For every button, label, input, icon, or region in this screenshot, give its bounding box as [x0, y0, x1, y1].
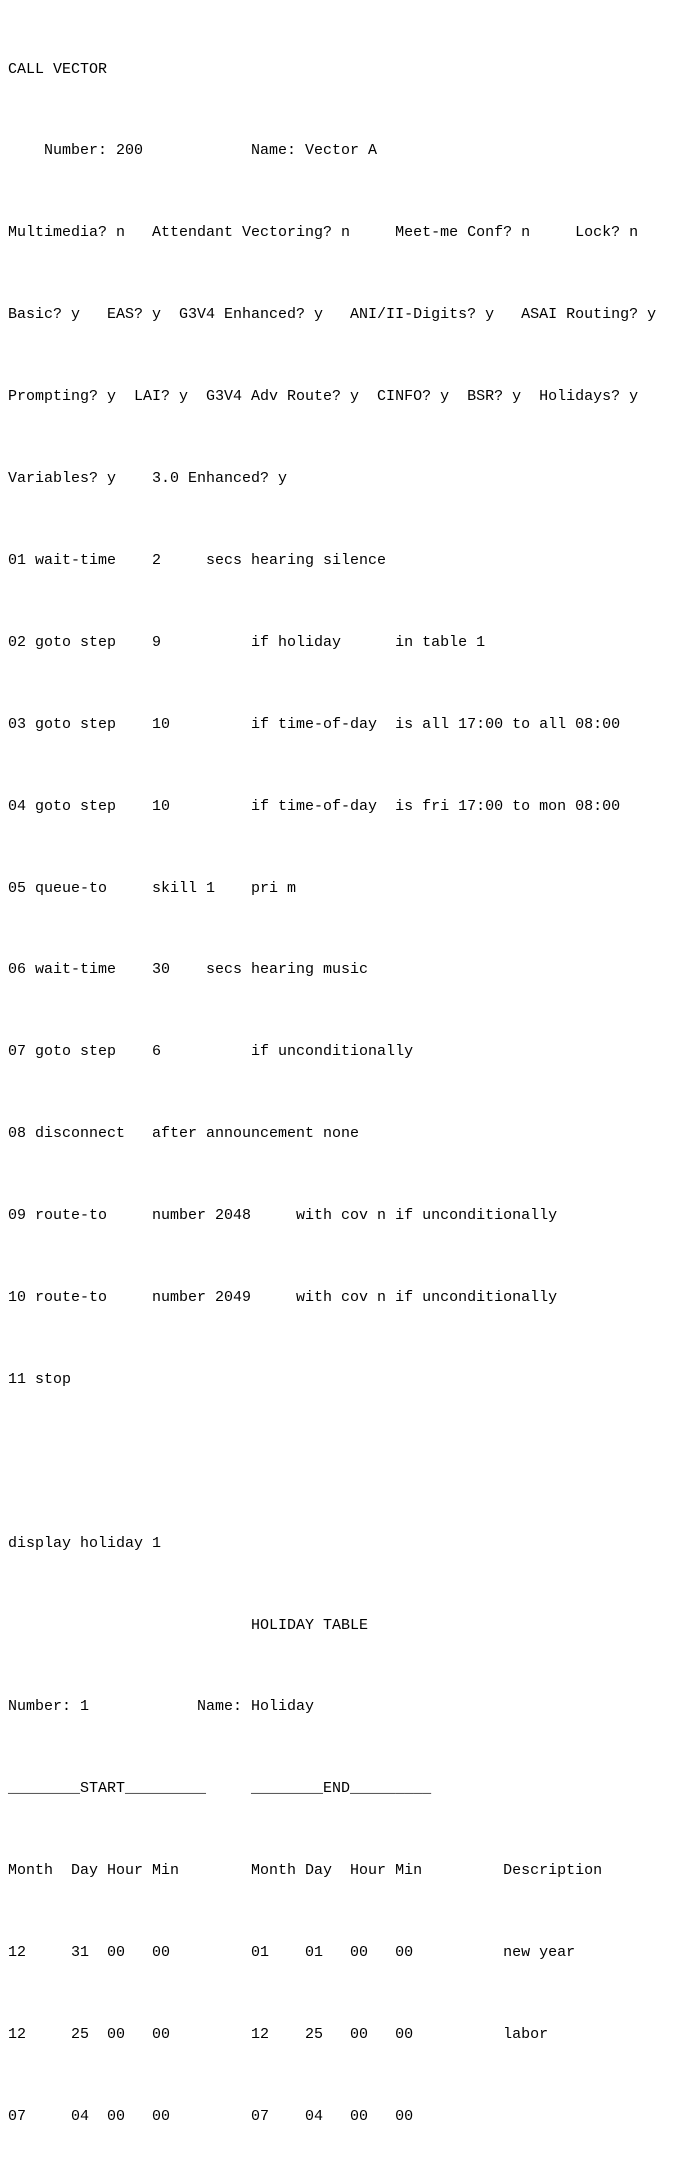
vector-step-08: 08 disconnect after announcement none: [8, 1125, 360, 1143]
vector-step-05: 05 queue-to skill 1 pri m: [8, 879, 297, 897]
vector-step-01: 01 wait-time 2 secs hearing silence: [8, 551, 387, 569]
holiday-start-end-header: ________START_________ ________END_________: [8, 1780, 432, 1798]
vector-flags-line-1: Multimedia? n Attendant Vectoring? n Meet-me Conf? n Lock? n: [8, 224, 639, 242]
holiday-row-1: 12 31 00 00 01 01 00 00 new year: [8, 1944, 576, 1962]
vector-step-03: 03 goto step 10 if time-of-day is all 17:00 to all 08:00: [8, 715, 621, 733]
vector-step-10: 10 route-to number 2049 with cov n if unconditionally: [8, 1288, 558, 1306]
vector-flags-line-2: Basic? y EAS? y G3V4 Enhanced? y ANI/II-Digits? y ASAI Routing? y: [8, 306, 657, 324]
vector-step-09: 09 route-to number 2048 with cov n if unconditionally: [8, 1207, 558, 1225]
vector-step-02: 02 goto step 9 if holiday in table 1: [8, 633, 486, 651]
holiday-column-header: Month Day Hour Min Month Day Hour Min Description: [8, 1862, 603, 1880]
vector-step-11: 11 stop: [8, 1370, 72, 1388]
vector-step-07: 07 goto step 6 if unconditionally: [8, 1043, 414, 1061]
vector-flags-line-4: Variables? y 3.0 Enhanced? y: [8, 470, 288, 488]
vector-number-name-line: Number: 200 Name: Vector A: [8, 142, 378, 160]
call-vector-title: CALL VECTOR: [8, 60, 108, 78]
vector-step-04: 04 goto step 10 if time-of-day is fri 17:00 to mon 08:00: [8, 797, 621, 815]
blank-line: [8, 1448, 679, 1475]
holiday-row-3: 07 04 00 00 07 04 00 00: [8, 2107, 414, 2125]
vector-flags-line-3: Prompting? y LAI? y G3V4 Adv Route? y CINFO? y BSR? y Holidays? y: [8, 388, 639, 406]
vector-step-06: 06 wait-time 30 secs hearing music: [8, 961, 369, 979]
holiday-table-title: HOLIDAY TABLE: [8, 1616, 369, 1634]
holiday-row-2: 12 25 00 00 12 25 00 00 labor: [8, 2025, 549, 2043]
command-display-holiday: display holiday 1: [8, 1534, 162, 1552]
holiday-number-name-line: Number: 1 Name: Holiday: [8, 1698, 315, 1716]
